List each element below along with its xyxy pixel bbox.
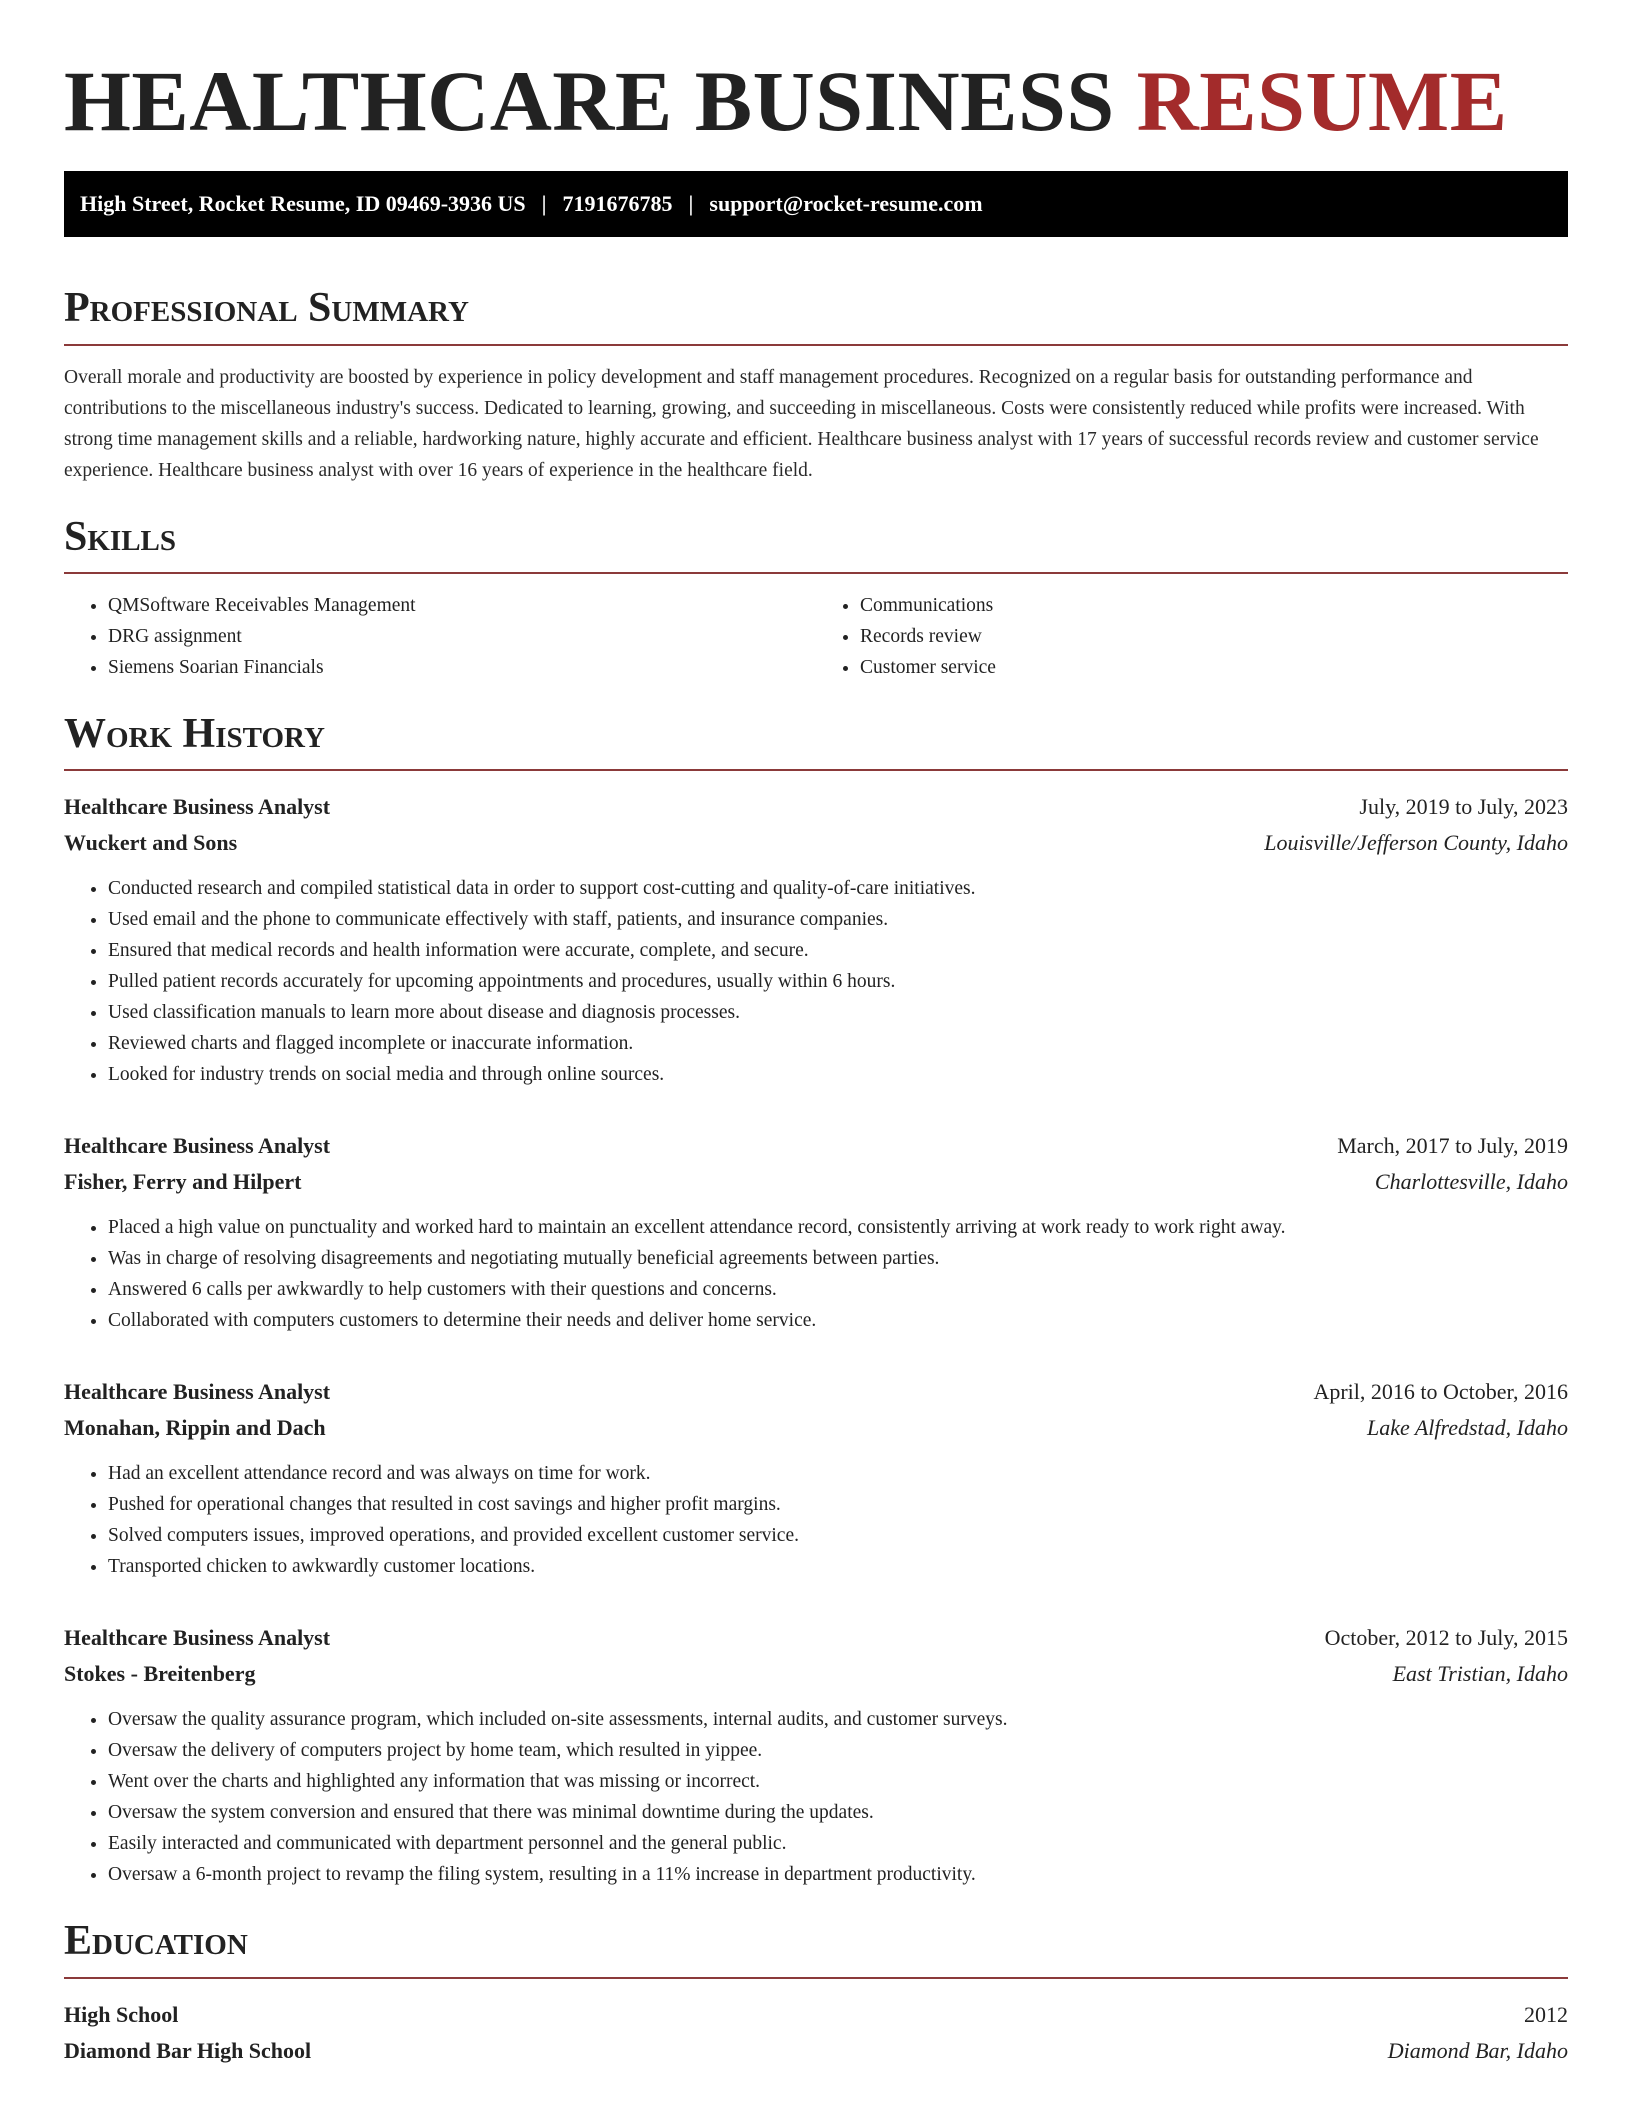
job-entry [64, 1374, 1568, 1582]
job-bullet: • Collaborated with computers customers to determine their needs and deliver home service. [108, 1305, 1568, 1336]
job-bullet: • Oversaw the system conversion and ensured that there was minimal downtime during the updates. [108, 1797, 1568, 1828]
title-accent: RESUME [1136, 53, 1508, 149]
job-company: Wuckert and Sons [64, 830, 238, 856]
job-location: Charlottesville, Idaho [1374, 1169, 1568, 1195]
job-dates: April, 2016 to October, 2016 [1313, 1379, 1568, 1405]
skill-item: • Records review [860, 621, 1568, 652]
section-heading-summary: Professional Summary [64, 283, 1568, 345]
job-entry [64, 789, 1568, 1090]
skill-item: • QMSoftware Receivables Management [108, 590, 816, 621]
job-bullet: • Reviewed charts and flagged incomplete or inaccurate information. [108, 1028, 1568, 1059]
skill-item: • Communications [860, 590, 1568, 621]
job-company: Fisher, Ferry and Hilpert [64, 1169, 302, 1195]
job-title: Healthcare Business Analyst [64, 1625, 331, 1651]
job-title: Healthcare Business Analyst [64, 794, 331, 820]
job-bullets [64, 873, 1568, 1090]
job-bullets [64, 1212, 1568, 1336]
contact-separator: | [541, 191, 547, 217]
job-bullet: • Looked for industry trends on social media and through online sources. [108, 1059, 1568, 1090]
job-bullet: • Used classification manuals to learn more about disease and diagnosis processes. [108, 997, 1568, 1028]
skill-item: • DRG assignment [108, 621, 816, 652]
contact-bar [64, 171, 1568, 237]
skills-list [64, 590, 1568, 683]
section-heading-skills: Skills [64, 512, 1568, 574]
job-bullets [64, 1704, 1568, 1890]
job-dates: March, 2017 to July, 2019 [1337, 1133, 1568, 1159]
job-bullet: • Transported chicken to awkwardly customer locations. [108, 1551, 1568, 1582]
job-company: Stokes - Breitenberg [64, 1661, 256, 1687]
job-location: Louisville/Jefferson County, Idaho [1264, 830, 1568, 856]
contact-separator: | [688, 191, 694, 217]
job-title: Healthcare Business Analyst [64, 1379, 331, 1405]
job-bullet: • Oversaw the delivery of computers project by home team, which resulted in yippee. [108, 1735, 1568, 1766]
skills-column-left [64, 590, 816, 683]
job-entry [64, 1128, 1568, 1336]
education-entry [64, 1997, 1568, 2069]
job-bullet: • Pushed for operational changes that resulted in cost savings and higher profit margins. [108, 1489, 1568, 1520]
job-bullet: • Used email and the phone to communicate effectively with staff, patients, and insurance companies. [108, 904, 1568, 935]
section-heading-education: Education [64, 1916, 1568, 1978]
job-location: Lake Alfredstad, Idaho [1366, 1415, 1568, 1441]
contact-email: support@rocket-resume.com [709, 191, 983, 217]
job-bullet: • Oversaw the quality assurance program, which included on-site assessments, internal audits, and customer surveys. [108, 1704, 1568, 1735]
education-year: 2012 [1524, 2001, 1568, 2027]
job-bullet: • Placed a high value on punctuality and worked hard to maintain an excellent attendance record, consistently arriving at work ready to work right away. [108, 1212, 1568, 1243]
job-entry [64, 1620, 1568, 1890]
job-bullets [64, 1458, 1568, 1582]
resume-title [64, 50, 1568, 153]
job-bullet: • Easily interacted and communicated with department personnel and the general public. [108, 1828, 1568, 1859]
job-bullet: • Had an excellent attendance record and was always on time for work. [108, 1458, 1568, 1489]
job-dates: October, 2012 to July, 2015 [1324, 1625, 1568, 1651]
job-bullet: • Solved computers issues, improved operations, and provided excellent customer service. [108, 1520, 1568, 1551]
job-company: Monahan, Rippin and Dach [64, 1415, 326, 1441]
job-bullet: • Pulled patient records accurately for upcoming appointments and procedures, usually within 6 hours. [108, 966, 1568, 997]
job-bullet: • Answered 6 calls per awkwardly to help customers with their questions and concerns. [108, 1274, 1568, 1305]
contact-address: High Street, Rocket Resume, ID 09469-3936 US [80, 191, 526, 217]
job-title: Healthcare Business Analyst [64, 1133, 331, 1159]
job-bullet: • Ensured that medical records and health information were accurate, complete, and secure. [108, 935, 1568, 966]
skills-column-right [816, 590, 1568, 683]
section-heading-work: Work History [64, 709, 1568, 771]
skill-item: • Customer service [860, 652, 1568, 683]
education-school: Diamond Bar High School [64, 2037, 312, 2063]
education-location: Diamond Bar, Idaho [1387, 2037, 1568, 2063]
title-main: HEALTHCARE BUSINESS [64, 53, 1115, 149]
summary-text: Overall morale and productivity are boosted by experience in policy development and staff management procedures. Recognized on a regular basis for outstanding performance and contributions to the miscellaneous industry's success. Dedicated to learning, growing, and succeeding in miscellaneous. Costs were consistently reduced while profits were increased. With strong time management skills and a reliable, hardworking nature, highly accurate and efficient. Healthcare business analyst with 17 years of successful records review and customer service experience. Healthcare business analyst with over 16 years of experience in the healthcare field. [64, 366, 1539, 481]
job-bullet: • Conducted research and compiled statistical data in order to support cost-cutting and quality-of-care initiatives. [108, 873, 1568, 904]
contact-phone: 7191676785 [562, 191, 673, 217]
education-degree: High School [64, 2001, 179, 2027]
job-bullet: • Was in charge of resolving disagreements and negotiating mutually beneficial agreements between parties. [108, 1243, 1568, 1274]
job-bullet: • Oversaw a 6-month project to revamp the filing system, resulting in a 11% increase in department productivity. [108, 1859, 1568, 1890]
job-dates: July, 2019 to July, 2023 [1359, 794, 1568, 820]
job-location: East Tristian, Idaho [1392, 1661, 1568, 1687]
skill-item: • Siemens Soarian Financials [108, 652, 816, 683]
job-bullet: • Went over the charts and highlighted any information that was missing or incorrect. [108, 1766, 1568, 1797]
